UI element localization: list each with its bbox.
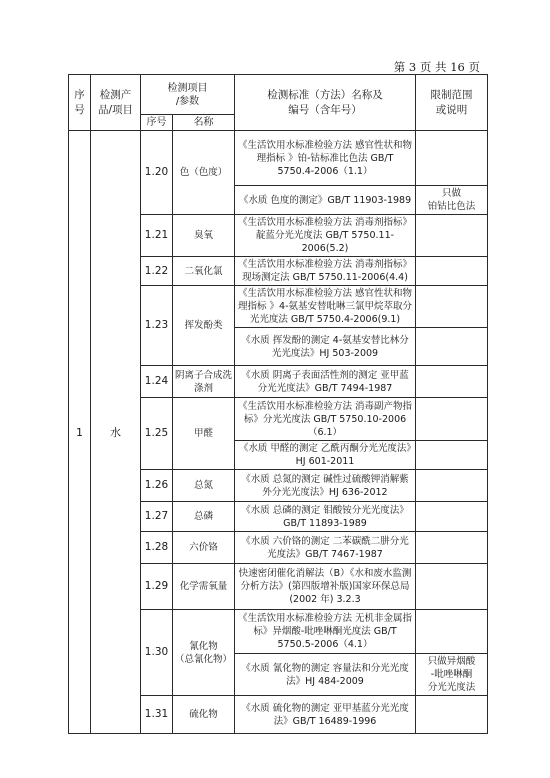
method-limit xyxy=(416,215,488,257)
method-limit xyxy=(416,328,488,366)
method-limit: 只做 铂钴比色法 xyxy=(416,186,488,215)
header-limit: 限制范围 或说明 xyxy=(416,75,488,131)
method-standard: 《生活饮用水标准检验方法 消毒副产物指标》分光光度法 GB/T 5750.10-2006（6.1） xyxy=(235,398,416,441)
header-product: 检测产 品/项目 xyxy=(91,75,141,131)
header-item-no: 序号 xyxy=(141,115,173,131)
item-name: 六价铬 xyxy=(173,532,235,564)
method-standard: 《水质 挥发酚的测定 4-氨基安替比林分光光度法》HJ 503-2009 xyxy=(235,328,416,366)
item-name: 挥发酚类 xyxy=(173,286,235,366)
item-no: 1.28 xyxy=(141,532,173,564)
method-standard: 《生活饮用水标准检验方法 消毒剂指标》靛蓝分光光度法 GB/T 5750.11-2006(5.2) xyxy=(235,215,416,257)
method-limit xyxy=(416,696,488,734)
method-standard: 《生活饮用水标准检验方法 无机非金属指标》异烟酸-吡唑啉酮光度法 GB/T 5750.5-2006（4.1） xyxy=(235,610,416,654)
item-no: 1.30 xyxy=(141,610,173,696)
method-standard: 《水质 总磷的测定 钼酸铵分光光度法》GB/T 11893-1989 xyxy=(235,502,416,532)
item-no: 1.23 xyxy=(141,286,173,366)
item-name: 色（色度） xyxy=(173,131,235,215)
item-no: 1.31 xyxy=(141,696,173,734)
method-limit xyxy=(416,131,488,186)
method-limit xyxy=(416,398,488,441)
item-no: 1.29 xyxy=(141,564,173,610)
item-name: 二氧化氯 xyxy=(173,257,235,286)
method-standard: 《水质 氰化物的测定 容量法和分光光度法》HJ 484-2009 xyxy=(235,654,416,696)
method-limit xyxy=(416,564,488,610)
item-no: 1.22 xyxy=(141,257,173,286)
group-product: 水 xyxy=(91,131,141,734)
item-no: 1.20 xyxy=(141,131,173,215)
item-no: 1.26 xyxy=(141,470,173,502)
method-limit xyxy=(416,366,488,398)
method-limit xyxy=(416,286,488,328)
method-standard: 《水质 色度的测定》GB/T 11903-1989 xyxy=(235,186,416,215)
header-seq: 序 号 xyxy=(69,75,91,131)
item-name: 化学需氧量 xyxy=(173,564,235,610)
header-standard: 检测标准（方法）名称及 编号（含年号） xyxy=(235,75,416,131)
item-no: 1.24 xyxy=(141,366,173,398)
method-standard: 《生活饮用水标准检验方法 感官性状和物理指标 》铂-钴标准比色法 GB/T 5750.4-2006（1.1） xyxy=(235,131,416,186)
item-no: 1.27 xyxy=(141,502,173,532)
item-no: 1.25 xyxy=(141,398,173,470)
item-name: 阴离子合成洗涤剂 xyxy=(173,366,235,398)
test-scope-table xyxy=(68,74,488,734)
item-name: 氰化物 （总氰化物） xyxy=(173,610,235,696)
item-no: 1.21 xyxy=(141,215,173,257)
page-number: 第 3 页 共 16 页 xyxy=(393,60,480,74)
method-limit xyxy=(416,441,488,470)
method-standard: 《生活饮用水标准检验方法 消毒剂指标》现场测定法 GB/T 5750.11-2006(4.4) xyxy=(235,257,416,286)
item-name: 硫化物 xyxy=(173,696,235,734)
method-standard: 《水质 甲醛的测定 乙酰丙酮分光光度法》HJ 601-2011 xyxy=(235,441,416,470)
method-standard: 《水质 硫化物的测定 亚甲基蓝分光光度法》GB/T 16489-1996 xyxy=(235,696,416,734)
method-standard: 《生活饮用水标准检验方法 感官性状和物理指标 》4-氨基安替吡啉三氯甲烷萃取分光光度法 GB/T 5750.4-2006(9.1) xyxy=(235,286,416,328)
item-name: 甲醛 xyxy=(173,398,235,470)
method-standard: 快速密闭催化消解法（B）《水和废水监测分析方法》(第四版增补版)国家环保总局(2002 年) 3.2.3 xyxy=(235,564,416,610)
table-row xyxy=(69,131,488,186)
method-limit xyxy=(416,610,488,654)
method-limit xyxy=(416,502,488,532)
method-standard: 《水质 阴离子表面活性剂的测定 亚甲蓝分光光度法》GB/T 7494-1987 xyxy=(235,366,416,398)
group-seq: 1 xyxy=(69,131,91,734)
method-limit xyxy=(416,470,488,502)
item-name: 总磷 xyxy=(173,502,235,532)
item-name: 臭氧 xyxy=(173,215,235,257)
method-limit: 只做异烟酸 -吡唑啉酮 分光光度法 xyxy=(416,654,488,696)
method-standard: 《水质 六价铬的测定 二苯碳酰二肼分光光度法》GB/T 7467-1987 xyxy=(235,532,416,564)
method-limit xyxy=(416,257,488,286)
header-item-group: 检测项目 /参数 xyxy=(141,75,235,115)
method-standard: 《水质 总氮的测定 碱性过硫酸钾消解紫外分光光度法》HJ 636-2012 xyxy=(235,470,416,502)
item-name: 总氮 xyxy=(173,470,235,502)
method-limit xyxy=(416,532,488,564)
header-item-name: 名称 xyxy=(173,115,235,131)
